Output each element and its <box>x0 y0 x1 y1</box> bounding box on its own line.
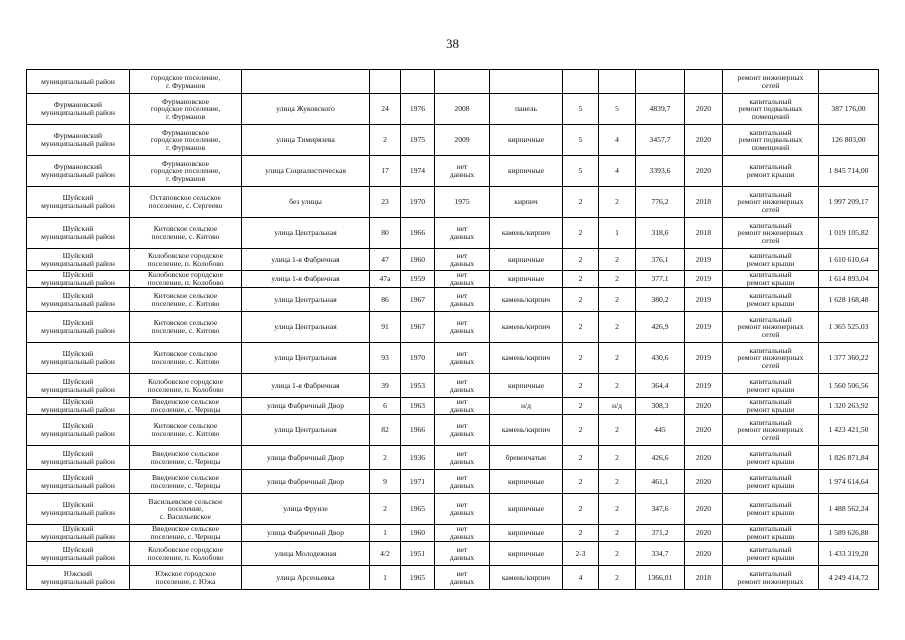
last-repair-cell: нет данных <box>435 271 490 288</box>
district-cell: Шуйский муниципальный район <box>27 343 130 374</box>
street-cell: улица Социалистическая <box>242 156 370 187</box>
year-built-cell: 1960 <box>401 249 435 271</box>
entrances-cell: 2 <box>599 374 636 398</box>
plan-year-cell <box>685 70 723 94</box>
year-built-cell: 1967 <box>401 288 435 312</box>
house-number-cell: 6 <box>370 398 401 415</box>
year-built-cell: 1953 <box>401 374 435 398</box>
cost-cell: 126 803,00 <box>819 125 879 156</box>
plan-year-cell: 2020 <box>685 446 723 470</box>
settlement-cell: городское поселение, г. Фурманов <box>130 70 242 94</box>
table-row <box>27 566 879 590</box>
page-number: 38 <box>446 36 459 51</box>
entrances-cell: 2 <box>599 343 636 374</box>
last-repair-cell: нет данных <box>435 494 490 525</box>
area-cell: 3393,6 <box>636 156 685 187</box>
work-type-cell: капитальный ремонт крыши <box>723 249 819 271</box>
table-row <box>27 542 879 566</box>
settlement-cell: Фурмановское городское поселение, г. Фурманов <box>130 156 242 187</box>
year-built-cell: 1967 <box>401 312 435 343</box>
street-cell: улица Фабричный Двор <box>242 446 370 470</box>
settlement-cell: Колобовское городское поселение, п. Колобово <box>130 374 242 398</box>
last-repair-cell: нет данных <box>435 288 490 312</box>
work-type-cell: ремонт инженерных сетей <box>723 70 819 94</box>
plan-year-cell: 2020 <box>685 542 723 566</box>
work-type-cell: капитальный ремонт крыши <box>723 398 819 415</box>
district-cell: Шуйский муниципальный район <box>27 271 130 288</box>
work-type-cell: капитальный ремонт инженерных сетей <box>723 343 819 374</box>
last-repair-cell: нет данных <box>435 470 490 494</box>
cost-cell: 1 997 209,17 <box>819 187 879 218</box>
house-number-cell: 2 <box>370 494 401 525</box>
house-number-cell: 80 <box>370 218 401 249</box>
entrances-cell: 5 <box>599 94 636 125</box>
wall-material-cell: кирпичные <box>490 542 563 566</box>
year-built-cell: 1970 <box>401 187 435 218</box>
plan-year-cell: 2020 <box>685 156 723 187</box>
area-cell: 308,3 <box>636 398 685 415</box>
house-number-cell: 1 <box>370 525 401 542</box>
work-type-cell: капитальный ремонт инженерных сетей <box>723 415 819 446</box>
last-repair-cell: нет данных <box>435 446 490 470</box>
street-cell: улица Центральная <box>242 343 370 374</box>
district-cell: Шуйский муниципальный район <box>27 249 130 271</box>
entrances-cell: 2 <box>599 312 636 343</box>
street-cell: улица Фрунзе <box>242 494 370 525</box>
table-row <box>27 470 879 494</box>
street-cell: улица Центральная <box>242 218 370 249</box>
cost-cell: 1 320 263,92 <box>819 398 879 415</box>
last-repair-cell: нет данных <box>435 566 490 590</box>
entrances-cell: 1 <box>599 218 636 249</box>
wall-material-cell: кирпичные <box>490 271 563 288</box>
settlement-cell: Колобовское городское поселение, п. Колобово <box>130 542 242 566</box>
area-cell: 376,1 <box>636 249 685 271</box>
work-type-cell: капитальный ремонт крыши <box>723 470 819 494</box>
area-cell: 364,4 <box>636 374 685 398</box>
settlement-cell: Колобовское городское поселение, п. Колобово <box>130 249 242 271</box>
wall-material-cell <box>490 70 563 94</box>
entrances-cell: 2 <box>599 525 636 542</box>
entrances-cell: 2 <box>599 542 636 566</box>
house-number-cell: 2 <box>370 125 401 156</box>
floors-cell: 4 <box>563 566 599 590</box>
wall-material-cell: кирпичные <box>490 470 563 494</box>
area-cell: 426,6 <box>636 446 685 470</box>
cost-cell: 1 826 871,84 <box>819 446 879 470</box>
year-built-cell: 1974 <box>401 156 435 187</box>
work-type-cell: капитальный ремонт инженерных сетей <box>723 187 819 218</box>
area-cell <box>636 70 685 94</box>
table-row <box>27 415 879 446</box>
settlement-cell: Китовское сельское поселение, с. Китово <box>130 343 242 374</box>
last-repair-cell: нет данных <box>435 374 490 398</box>
settlement-cell: Колобовское городское поселение, п. Колобово <box>130 271 242 288</box>
wall-material-cell: камень/кирпич <box>490 288 563 312</box>
plan-year-cell: 2019 <box>685 374 723 398</box>
settlement-cell: Васильевское сельское поселение, с. Васильевское <box>130 494 242 525</box>
street-cell: улица Фабричный Двор <box>242 470 370 494</box>
cost-cell: 1 610 610,64 <box>819 249 879 271</box>
area-cell: 334,7 <box>636 542 685 566</box>
floors-cell: 2 <box>563 343 599 374</box>
street-cell: улица Жуковского <box>242 94 370 125</box>
plan-year-cell: 2019 <box>685 312 723 343</box>
settlement-cell: Фурмановское городское поселение, г. Фурманов <box>130 125 242 156</box>
floors-cell: 2-3 <box>563 542 599 566</box>
table-row <box>27 156 879 187</box>
year-built-cell: 1970 <box>401 343 435 374</box>
entrances-cell: 4 <box>599 125 636 156</box>
work-type-cell: капитальный ремонт крыши <box>723 494 819 525</box>
floors-cell: 5 <box>563 125 599 156</box>
entrances-cell: 2 <box>599 187 636 218</box>
housing-repair-table <box>26 69 879 590</box>
floors-cell: 2 <box>563 288 599 312</box>
work-type-cell: капитальный ремонт подвальных помещений <box>723 94 819 125</box>
district-cell: Фурмановский муниципальный район <box>27 125 130 156</box>
table-body <box>27 70 879 590</box>
floors-cell: 5 <box>563 94 599 125</box>
cost-cell: 4 249 414,72 <box>819 566 879 590</box>
year-built-cell: 1936 <box>401 446 435 470</box>
year-built-cell: 1963 <box>401 398 435 415</box>
wall-material-cell: камень/кирпич <box>490 415 563 446</box>
entrances-cell <box>599 70 636 94</box>
floors-cell: 2 <box>563 312 599 343</box>
floors-cell: 2 <box>563 470 599 494</box>
area-cell: 776,2 <box>636 187 685 218</box>
entrances-cell: 2 <box>599 494 636 525</box>
settlement-cell: Введенское сельское поселение, с. Чернцы <box>130 525 242 542</box>
district-cell: Шуйский муниципальный район <box>27 446 130 470</box>
area-cell: 371,2 <box>636 525 685 542</box>
settlement-cell: Китовское сельское поселение, с. Китово <box>130 218 242 249</box>
house-number-cell: 86 <box>370 288 401 312</box>
plan-year-cell: 2020 <box>685 125 723 156</box>
work-type-cell: капитальный ремонт инженерных сетей <box>723 312 819 343</box>
table-row <box>27 312 879 343</box>
house-number-cell <box>370 70 401 94</box>
floors-cell: 2 <box>563 398 599 415</box>
settlement-cell: Китовское сельское поселение, с. Китово <box>130 312 242 343</box>
house-number-cell: 47 <box>370 249 401 271</box>
floors-cell: 2 <box>563 446 599 470</box>
cost-cell <box>819 70 879 94</box>
plan-year-cell: 2020 <box>685 525 723 542</box>
cost-cell: 1 377 360,22 <box>819 343 879 374</box>
district-cell: Шуйский муниципальный район <box>27 374 130 398</box>
last-repair-cell: нет данных <box>435 156 490 187</box>
last-repair-cell: нет данных <box>435 398 490 415</box>
year-built-cell: 1960 <box>401 525 435 542</box>
house-number-cell: 4/2 <box>370 542 401 566</box>
settlement-cell: Китовское сельское поселение, с. Китово <box>130 288 242 312</box>
plan-year-cell: 2018 <box>685 566 723 590</box>
work-type-cell: капитальный ремонт крыши <box>723 156 819 187</box>
plan-year-cell: 2019 <box>685 271 723 288</box>
work-type-cell: капитальный ремонт крыши <box>723 374 819 398</box>
work-type-cell: капитальный ремонт инженерных сетей <box>723 218 819 249</box>
cost-cell: 1 845 714,00 <box>819 156 879 187</box>
table-row <box>27 288 879 312</box>
district-cell: Фурмановский муниципальный район <box>27 156 130 187</box>
wall-material-cell: кирпич <box>490 187 563 218</box>
work-type-cell: капитальный ремонт крыши <box>723 525 819 542</box>
last-repair-cell: 2009 <box>435 125 490 156</box>
settlement-cell: Введенское сельское поселение, с. Чернцы <box>130 446 242 470</box>
house-number-cell: 91 <box>370 312 401 343</box>
house-number-cell: 9 <box>370 470 401 494</box>
cost-cell: 1 974 614,64 <box>819 470 879 494</box>
street-cell: улица 1-я Фабричная <box>242 249 370 271</box>
entrances-cell: 2 <box>599 249 636 271</box>
last-repair-cell: нет данных <box>435 415 490 446</box>
district-cell: муниципальный район <box>27 70 130 94</box>
year-built-cell: 1966 <box>401 415 435 446</box>
area-cell: 377,1 <box>636 271 685 288</box>
district-cell: Шуйский муниципальный район <box>27 218 130 249</box>
plan-year-cell: 2020 <box>685 470 723 494</box>
work-type-cell: капитальный ремонт крыши <box>723 271 819 288</box>
entrances-cell: 2 <box>599 446 636 470</box>
street-cell: улица Фабричный Двор <box>242 525 370 542</box>
floors-cell: 2 <box>563 415 599 446</box>
work-type-cell: капитальный ремонт крыши <box>723 446 819 470</box>
area-cell: 1366,01 <box>636 566 685 590</box>
table-row <box>27 398 879 415</box>
table-row <box>27 187 879 218</box>
house-number-cell: 82 <box>370 415 401 446</box>
floors-cell: 2 <box>563 374 599 398</box>
work-type-cell: капитальный ремонт крыши <box>723 288 819 312</box>
area-cell: 3457,7 <box>636 125 685 156</box>
plan-year-cell: 2019 <box>685 288 723 312</box>
street-cell: улица Фабричный Двор <box>242 398 370 415</box>
wall-material-cell: кирпичные <box>490 374 563 398</box>
cost-cell: 1 433 319,28 <box>819 542 879 566</box>
floors-cell: 2 <box>563 187 599 218</box>
cost-cell: 1 365 525,03 <box>819 312 879 343</box>
area-cell: 318,6 <box>636 218 685 249</box>
year-built-cell: 1965 <box>401 494 435 525</box>
house-number-cell: 17 <box>370 156 401 187</box>
plan-year-cell: 2020 <box>685 94 723 125</box>
last-repair-cell: нет данных <box>435 218 490 249</box>
area-cell: 380,2 <box>636 288 685 312</box>
area-cell: 426,9 <box>636 312 685 343</box>
district-cell: Шуйский муниципальный район <box>27 542 130 566</box>
year-built-cell: 1976 <box>401 94 435 125</box>
district-cell: Шуйский муниципальный район <box>27 187 130 218</box>
wall-material-cell: камень/кирпич <box>490 312 563 343</box>
table-row <box>27 94 879 125</box>
entrances-cell: 2 <box>599 470 636 494</box>
street-cell: улица 1-я Фабричная <box>242 374 370 398</box>
cost-cell: 1 560 506,56 <box>819 374 879 398</box>
plan-year-cell: 2020 <box>685 415 723 446</box>
district-cell: Шуйский муниципальный район <box>27 494 130 525</box>
house-number-cell: 24 <box>370 94 401 125</box>
wall-material-cell: кирпичные <box>490 525 563 542</box>
entrances-cell: 2 <box>599 271 636 288</box>
cost-cell: 1 488 562,24 <box>819 494 879 525</box>
entrances-cell: 4 <box>599 156 636 187</box>
floors-cell: 5 <box>563 156 599 187</box>
cost-cell: 1 589 626,88 <box>819 525 879 542</box>
table-row <box>27 343 879 374</box>
wall-material-cell: кирпичные <box>490 494 563 525</box>
table-row <box>27 271 879 288</box>
table-row <box>27 374 879 398</box>
plan-year-cell: 2020 <box>685 398 723 415</box>
settlement-cell: Южское городское поселение, г. Южа <box>130 566 242 590</box>
house-number-cell: 93 <box>370 343 401 374</box>
house-number-cell: 23 <box>370 187 401 218</box>
entrances-cell: н/д <box>599 398 636 415</box>
district-cell: Шуйский муниципальный район <box>27 398 130 415</box>
last-repair-cell: нет данных <box>435 343 490 374</box>
cost-cell: 1 019 105,82 <box>819 218 879 249</box>
floors-cell: 2 <box>563 494 599 525</box>
last-repair-cell: нет данных <box>435 312 490 343</box>
year-built-cell <box>401 70 435 94</box>
house-number-cell: 39 <box>370 374 401 398</box>
table-row <box>27 525 879 542</box>
year-built-cell: 1959 <box>401 271 435 288</box>
wall-material-cell: камень/кирпич <box>490 343 563 374</box>
district-cell: Южский муниципальный район <box>27 566 130 590</box>
floors-cell <box>563 70 599 94</box>
house-number-cell: 2 <box>370 446 401 470</box>
street-cell: улица Арсеньевка <box>242 566 370 590</box>
floors-cell: 2 <box>563 249 599 271</box>
district-cell: Шуйский муниципальный район <box>27 288 130 312</box>
plan-year-cell: 2020 <box>685 494 723 525</box>
house-number-cell: 1 <box>370 566 401 590</box>
cost-cell: 1 423 421,50 <box>819 415 879 446</box>
area-cell: 430,6 <box>636 343 685 374</box>
area-cell: 461,1 <box>636 470 685 494</box>
last-repair-cell: нет данных <box>435 249 490 271</box>
settlement-cell: Введенское сельское поселение, с. Чернцы <box>130 398 242 415</box>
area-cell: 445 <box>636 415 685 446</box>
last-repair-cell: 1975 <box>435 187 490 218</box>
district-cell: Шуйский муниципальный район <box>27 525 130 542</box>
street-cell: улица Тимирязева <box>242 125 370 156</box>
settlement-cell: Введенское сельское поселение, с. Чернцы <box>130 470 242 494</box>
cost-cell: 1 614 893,04 <box>819 271 879 288</box>
year-built-cell: 1966 <box>401 218 435 249</box>
table-row <box>27 249 879 271</box>
street-cell: без улицы <box>242 187 370 218</box>
wall-material-cell: камень/кирпич <box>490 218 563 249</box>
wall-material-cell: н/д <box>490 398 563 415</box>
plan-year-cell: 2019 <box>685 343 723 374</box>
street-cell: улица Центральная <box>242 415 370 446</box>
year-built-cell: 1975 <box>401 125 435 156</box>
year-built-cell: 1971 <box>401 470 435 494</box>
wall-material-cell: кирпичные <box>490 249 563 271</box>
district-cell: Фурмановский муниципальный район <box>27 94 130 125</box>
last-repair-cell: нет данных <box>435 525 490 542</box>
cost-cell: 1 628 168,48 <box>819 288 879 312</box>
house-number-cell: 47а <box>370 271 401 288</box>
plan-year-cell: 2018 <box>685 218 723 249</box>
plan-year-cell: 2018 <box>685 187 723 218</box>
district-cell: Шуйский муниципальный район <box>27 470 130 494</box>
settlement-cell: Китовское сельское поселение, с. Китово <box>130 415 242 446</box>
wall-material-cell: бревенчатые <box>490 446 563 470</box>
table-row <box>27 70 879 94</box>
wall-material-cell: камень/кирпич <box>490 566 563 590</box>
area-cell: 347,6 <box>636 494 685 525</box>
entrances-cell: 2 <box>599 566 636 590</box>
work-type-cell: капитальный ремонт крыши <box>723 542 819 566</box>
settlement-cell: Фурмановское городское поселение, г. Фурманов <box>130 94 242 125</box>
wall-material-cell: панель <box>490 94 563 125</box>
table-row <box>27 125 879 156</box>
street-cell: улица 1-я Фабричная <box>242 271 370 288</box>
entrances-cell: 2 <box>599 415 636 446</box>
wall-material-cell: кирпичные <box>490 156 563 187</box>
floors-cell: 2 <box>563 525 599 542</box>
floors-cell: 2 <box>563 218 599 249</box>
area-cell: 4839,7 <box>636 94 685 125</box>
street-cell: улица Центральная <box>242 288 370 312</box>
year-built-cell: 1951 <box>401 542 435 566</box>
district-cell: Шуйский муниципальный район <box>27 415 130 446</box>
last-repair-cell <box>435 70 490 94</box>
district-cell: Шуйский муниципальный район <box>27 312 130 343</box>
plan-year-cell: 2019 <box>685 249 723 271</box>
table-row <box>27 494 879 525</box>
work-type-cell: капитальный ремонт инженерных <box>723 566 819 590</box>
table-row <box>27 446 879 470</box>
street-cell: улица Центральная <box>242 312 370 343</box>
last-repair-cell: нет данных <box>435 542 490 566</box>
street-cell: улица Молодежная <box>242 542 370 566</box>
settlement-cell: Остаповское сельское поселение, с. Сергеево <box>130 187 242 218</box>
floors-cell: 2 <box>563 271 599 288</box>
table-row <box>27 218 879 249</box>
year-built-cell: 1965 <box>401 566 435 590</box>
work-type-cell: капитальный ремонт подвальных помещений <box>723 125 819 156</box>
entrances-cell: 2 <box>599 288 636 312</box>
last-repair-cell: 2008 <box>435 94 490 125</box>
street-cell <box>242 70 370 94</box>
cost-cell: 387 176,00 <box>819 94 879 125</box>
wall-material-cell: кирпичные <box>490 125 563 156</box>
